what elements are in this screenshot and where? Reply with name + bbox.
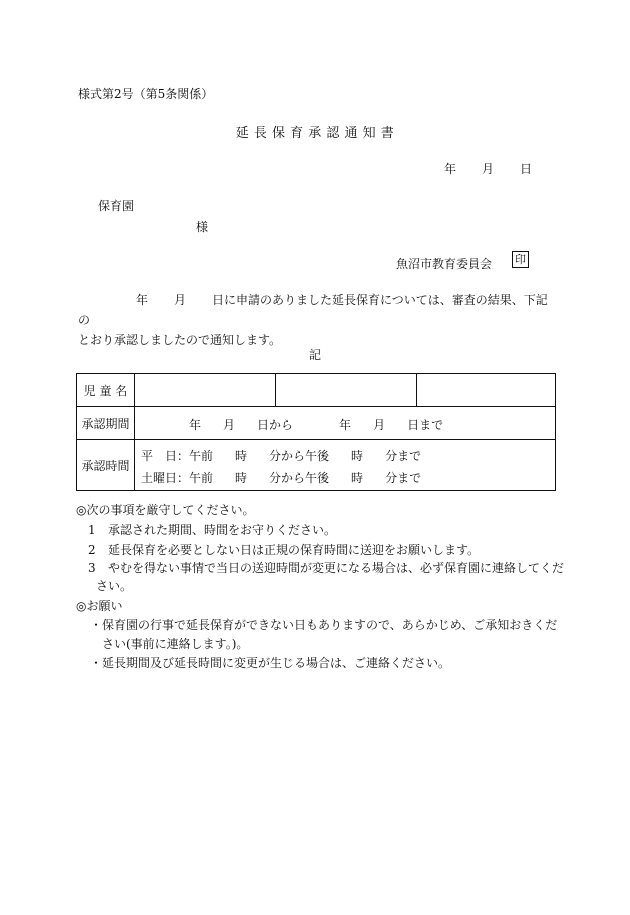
notice-item: [88, 521, 336, 538]
table-row-period: [77, 407, 555, 440]
weekday-label: 平 日：午前: [141, 449, 214, 463]
document-title: 延 長 保 育 承 認 通 知 書: [235, 126, 395, 141]
notice-item-number: 1: [88, 523, 96, 537]
cell-divider: [416, 374, 417, 406]
saturday-time: [141, 469, 421, 486]
time-label: 承認時間: [77, 440, 135, 490]
period-from-day: 日から: [257, 418, 294, 432]
weekday-hour-start: 時: [235, 449, 248, 463]
issuer-name: 魚沼市教育委員会: [396, 257, 493, 271]
saturday-minute-end: 分まで: [385, 471, 422, 485]
notice-heading: ◎次の事項を厳守してください。: [76, 503, 255, 517]
saturday-hour-start: 時: [235, 471, 248, 485]
saturday-minute-start: 分から午後: [269, 471, 330, 485]
notice-item-text: 承認された期間、時間をお守りください。: [108, 523, 337, 537]
notice-item-text: 延長保育を必要としない日は正規の保育時間に送迎をお願いします。: [108, 543, 480, 557]
notice-item-number: 3: [88, 561, 96, 575]
saturday-label: 土曜日：午前: [141, 471, 214, 485]
request-item-continuation: さい(事前に連絡します。)。: [102, 637, 249, 651]
period-to-day: 日まで: [407, 418, 444, 432]
notice-item-number: 2: [88, 543, 96, 557]
form-number: 様式第2号（第5条関係）: [78, 87, 214, 101]
child-name-label: 児 童 名: [77, 374, 135, 406]
period-to-month: 月: [373, 418, 386, 432]
body-paragraph: [78, 290, 558, 350]
saturday-hour-end: 時: [351, 471, 364, 485]
body-line1: 日に申請のありました延長保育については、審査の結果、下記の: [78, 293, 548, 327]
weekday-minute-start: 分から午後: [269, 449, 330, 463]
approval-table: [76, 373, 556, 491]
request-heading: ◎お願い: [76, 599, 123, 613]
weekday-minute-end: 分まで: [385, 449, 422, 463]
date-month: 月: [482, 162, 495, 176]
notice-item-text: やむを得ない事情で当日の送迎時間が変更になる場合は、必ず保育園に連絡してくだ: [108, 561, 565, 575]
addressee-nursery: 保育園: [98, 199, 135, 213]
period-to-year: 年: [339, 418, 352, 432]
request-item: ・保育園の行事で延長保育ができない日もありますので、あらかじめ、ご承知おきくだ: [90, 618, 558, 632]
body-year: 年: [136, 293, 149, 307]
weekday-time: [141, 447, 421, 464]
notice-item: [88, 541, 479, 558]
body-month: 月: [174, 293, 187, 307]
period-values: [189, 416, 443, 433]
date-year: 年: [444, 162, 457, 176]
period-from-month: 月: [223, 418, 236, 432]
notice-item: [88, 559, 564, 576]
date-day: 日: [520, 162, 533, 176]
weekday-hour-end: 時: [351, 449, 364, 463]
ki-heading: 記: [308, 348, 321, 362]
table-row-child: [77, 374, 555, 407]
cell-divider: [275, 374, 276, 406]
period-label: 承認期間: [77, 407, 135, 439]
notice-item-continuation: さい。: [96, 579, 133, 593]
period-from-year: 年: [189, 418, 202, 432]
request-item: ・延長期間及び延長時間に変更が生じる場合は、ご連絡ください。: [90, 656, 451, 670]
addressee-honorific: 様: [196, 220, 209, 234]
issue-date: [444, 160, 532, 177]
body-line2: とおり承認しましたので通知します。: [78, 333, 282, 347]
seal-stamp: 印: [512, 251, 529, 268]
table-row-time: [77, 440, 555, 490]
